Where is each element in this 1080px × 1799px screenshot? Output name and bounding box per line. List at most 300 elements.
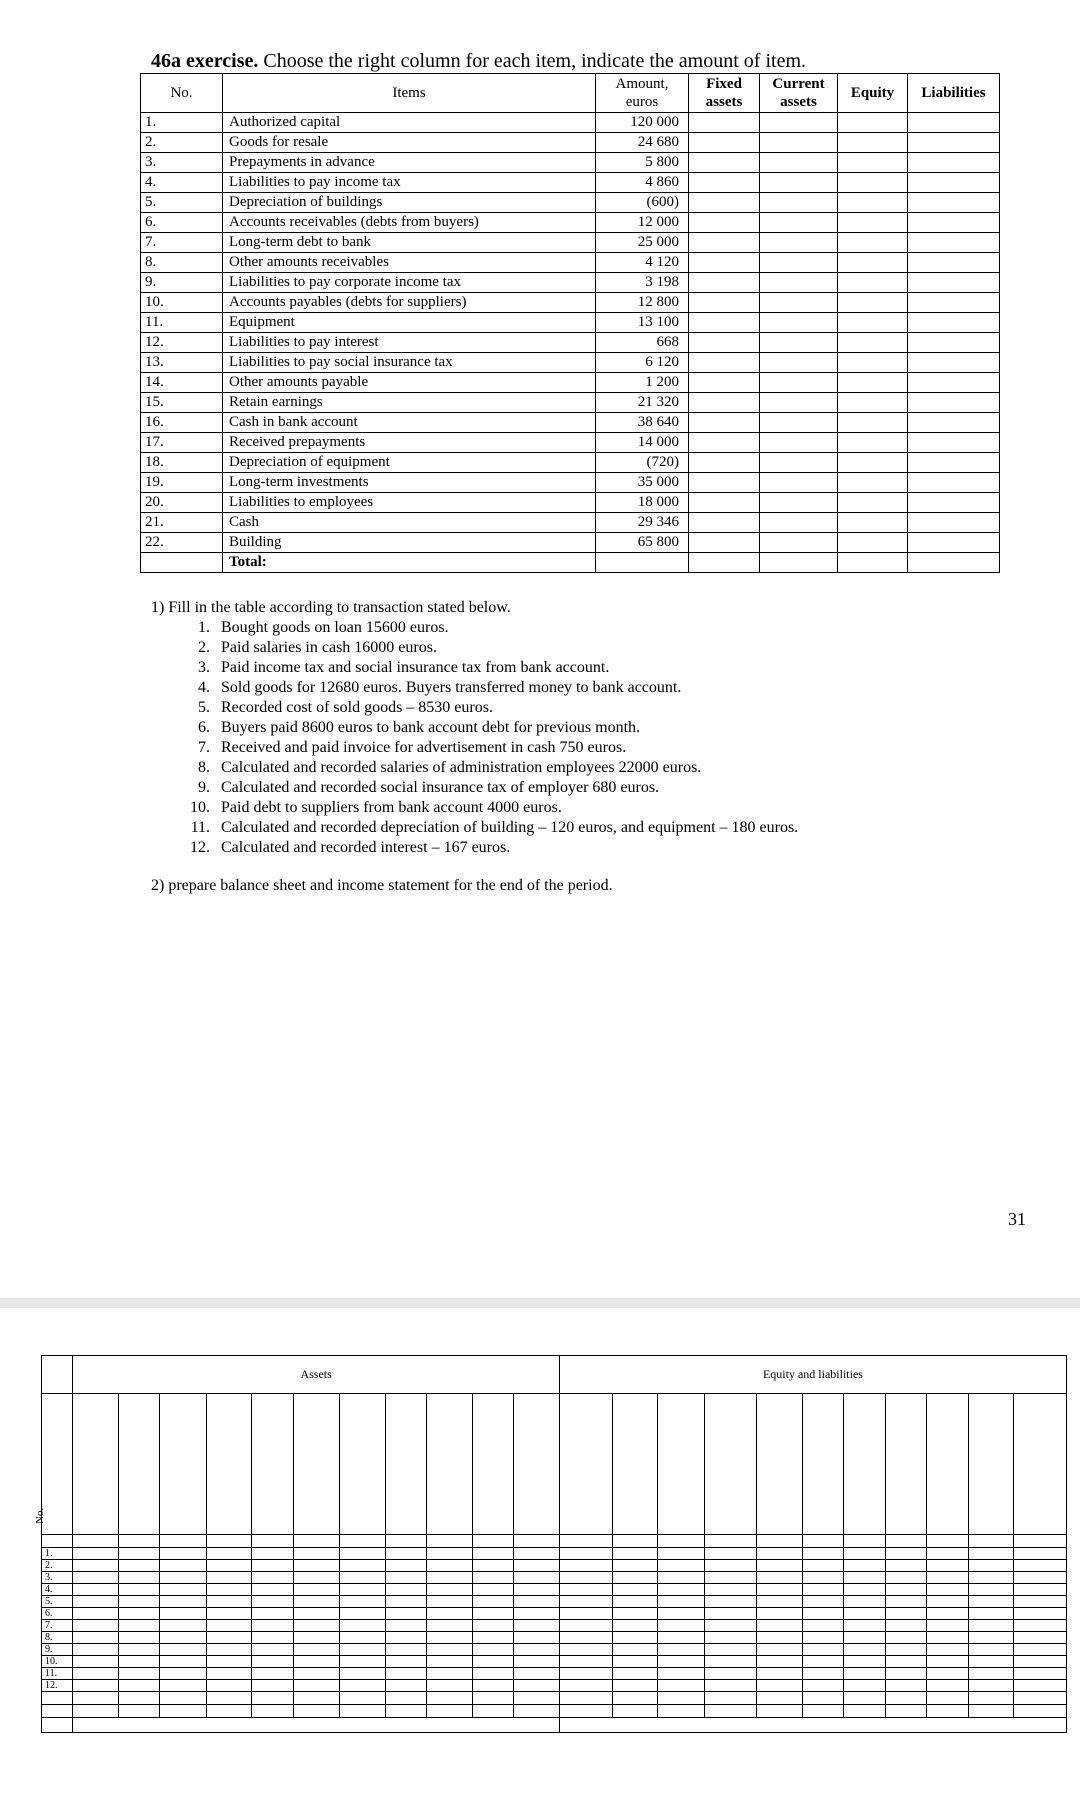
liabilities-cell[interactable] [908, 173, 1000, 193]
fixed-assets-cell[interactable] [689, 213, 760, 233]
current-assets-cell[interactable] [760, 333, 838, 353]
worksheet-cell[interactable] [118, 1668, 159, 1680]
worksheet-cell[interactable] [885, 1572, 926, 1584]
current-assets-cell[interactable] [760, 353, 838, 373]
worksheet-cell[interactable] [427, 1644, 473, 1656]
worksheet-cell[interactable] [658, 1692, 705, 1705]
worksheet-cell[interactable] [206, 1705, 252, 1718]
worksheet-cell[interactable] [514, 1535, 560, 1548]
worksheet-cell[interactable] [1014, 1572, 1067, 1584]
worksheet-cell[interactable] [704, 1644, 757, 1656]
liabilities-cell[interactable] [908, 393, 1000, 413]
liabilities-cell[interactable] [908, 153, 1000, 173]
worksheet-cell[interactable] [73, 1656, 119, 1668]
worksheet-cell[interactable] [612, 1656, 658, 1668]
worksheet-cell[interactable] [802, 1560, 843, 1572]
worksheet-cell[interactable] [1014, 1656, 1067, 1668]
worksheet-cell[interactable] [385, 1560, 426, 1572]
account-name-cell[interactable] [612, 1394, 658, 1535]
worksheet-cell[interactable] [514, 1705, 560, 1718]
worksheet-cell[interactable] [206, 1535, 252, 1548]
worksheet-cell[interactable] [757, 1680, 803, 1692]
worksheet-cell[interactable] [252, 1548, 293, 1560]
worksheet-cell[interactable] [658, 1560, 705, 1572]
worksheet-cell[interactable] [340, 1705, 386, 1718]
worksheet-cell[interactable] [118, 1584, 159, 1596]
worksheet-cell[interactable] [968, 1584, 1014, 1596]
fixed-assets-cell[interactable] [689, 233, 760, 253]
worksheet-cell[interactable] [73, 1692, 119, 1705]
worksheet-cell[interactable] [704, 1632, 757, 1644]
fixed-assets-cell[interactable] [689, 373, 760, 393]
account-name-cell[interactable] [385, 1394, 426, 1535]
worksheet-cell[interactable] [927, 1596, 968, 1608]
worksheet-cell[interactable] [160, 1680, 207, 1692]
worksheet-cell[interactable] [293, 1584, 340, 1596]
worksheet-cell[interactable] [968, 1680, 1014, 1692]
fixed-assets-cell[interactable] [689, 493, 760, 513]
worksheet-cell[interactable] [73, 1535, 119, 1548]
current-assets-cell[interactable] [760, 313, 838, 333]
worksheet-cell[interactable] [340, 1656, 386, 1668]
worksheet-cell[interactable] [385, 1644, 426, 1656]
worksheet-cell[interactable] [160, 1668, 207, 1680]
worksheet-cell[interactable] [844, 1535, 885, 1548]
worksheet-cell[interactable] [559, 1584, 612, 1596]
worksheet-cell[interactable] [1014, 1644, 1067, 1656]
worksheet-cell[interactable] [472, 1620, 513, 1632]
worksheet-cell[interactable] [844, 1620, 885, 1632]
worksheet-cell[interactable] [427, 1620, 473, 1632]
worksheet-cell[interactable] [1014, 1692, 1067, 1705]
worksheet-cell[interactable] [704, 1668, 757, 1680]
worksheet-cell[interactable] [927, 1572, 968, 1584]
liabilities-cell[interactable] [908, 473, 1000, 493]
worksheet-cell[interactable] [340, 1584, 386, 1596]
worksheet-cell[interactable] [885, 1584, 926, 1596]
worksheet-cell[interactable] [385, 1632, 426, 1644]
worksheet-cell[interactable] [704, 1584, 757, 1596]
worksheet-cell[interactable] [340, 1548, 386, 1560]
liabilities-cell[interactable] [908, 273, 1000, 293]
worksheet-cell[interactable] [385, 1680, 426, 1692]
worksheet-cell[interactable] [704, 1620, 757, 1632]
current-assets-cell[interactable] [760, 173, 838, 193]
worksheet-cell[interactable] [340, 1560, 386, 1572]
current-assets-cell[interactable] [760, 373, 838, 393]
worksheet-cell[interactable] [704, 1548, 757, 1560]
worksheet-cell[interactable] [704, 1705, 757, 1718]
worksheet-cell[interactable] [704, 1608, 757, 1620]
worksheet-cell[interactable] [206, 1596, 252, 1608]
worksheet-cell[interactable] [514, 1644, 560, 1656]
worksheet-cell[interactable] [252, 1656, 293, 1668]
worksheet-cell[interactable] [658, 1620, 705, 1632]
equity-cell[interactable] [838, 313, 908, 333]
liabilities-cell[interactable] [908, 433, 1000, 453]
account-name-cell[interactable] [844, 1394, 885, 1535]
fixed-assets-cell[interactable] [689, 193, 760, 213]
worksheet-cell[interactable] [340, 1535, 386, 1548]
worksheet-cell[interactable] [927, 1620, 968, 1632]
liabilities-cell[interactable] [908, 113, 1000, 133]
worksheet-cell[interactable] [160, 1584, 207, 1596]
worksheet-cell[interactable] [385, 1692, 426, 1705]
worksheet-cell[interactable] [559, 1656, 612, 1668]
fixed-assets-cell[interactable] [689, 453, 760, 473]
worksheet-cell[interactable] [559, 1692, 612, 1705]
fixed-assets-cell[interactable] [689, 513, 760, 533]
worksheet-cell[interactable] [704, 1572, 757, 1584]
equity-liabilities-total-cell[interactable] [559, 1718, 1066, 1733]
worksheet-cell[interactable] [968, 1632, 1014, 1644]
fixed-assets-cell[interactable] [689, 153, 760, 173]
worksheet-cell[interactable] [658, 1548, 705, 1560]
equity-cell[interactable] [838, 453, 908, 473]
worksheet-cell[interactable] [559, 1596, 612, 1608]
worksheet-cell[interactable] [927, 1560, 968, 1572]
worksheet-cell[interactable] [252, 1632, 293, 1644]
worksheet-cell[interactable] [293, 1656, 340, 1668]
worksheet-cell[interactable] [160, 1692, 207, 1705]
worksheet-cell[interactable] [73, 1572, 119, 1584]
worksheet-cell[interactable] [757, 1656, 803, 1668]
fixed-assets-cell[interactable] [689, 173, 760, 193]
worksheet-cell[interactable] [472, 1644, 513, 1656]
worksheet-cell[interactable] [968, 1560, 1014, 1572]
worksheet-cell[interactable] [927, 1548, 968, 1560]
worksheet-cell[interactable] [206, 1692, 252, 1705]
worksheet-cell[interactable] [472, 1680, 513, 1692]
worksheet-cell[interactable] [658, 1584, 705, 1596]
worksheet-cell[interactable] [293, 1692, 340, 1705]
worksheet-cell[interactable] [844, 1656, 885, 1668]
worksheet-cell[interactable] [160, 1656, 207, 1668]
fixed-assets-cell[interactable] [689, 293, 760, 313]
current-assets-cell[interactable] [760, 493, 838, 513]
worksheet-cell[interactable] [559, 1680, 612, 1692]
worksheet-cell[interactable] [427, 1572, 473, 1584]
worksheet-cell[interactable] [1014, 1548, 1067, 1560]
worksheet-cell[interactable] [206, 1668, 252, 1680]
worksheet-cell[interactable] [206, 1620, 252, 1632]
worksheet-cell[interactable] [73, 1705, 119, 1718]
worksheet-cell[interactable] [757, 1608, 803, 1620]
worksheet-cell[interactable] [885, 1644, 926, 1656]
worksheet-cell[interactable] [252, 1596, 293, 1608]
current-assets-cell[interactable] [760, 293, 838, 313]
worksheet-cell[interactable] [612, 1560, 658, 1572]
equity-cell[interactable] [838, 193, 908, 213]
total-cell[interactable] [838, 553, 908, 573]
worksheet-cell[interactable] [252, 1535, 293, 1548]
worksheet-cell[interactable] [658, 1656, 705, 1668]
equity-cell[interactable] [838, 153, 908, 173]
worksheet-cell[interactable] [612, 1668, 658, 1680]
worksheet-cell[interactable] [206, 1608, 252, 1620]
worksheet-cell[interactable] [160, 1705, 207, 1718]
worksheet-cell[interactable] [968, 1535, 1014, 1548]
worksheet-cell[interactable] [1014, 1668, 1067, 1680]
worksheet-cell[interactable] [844, 1584, 885, 1596]
worksheet-cell[interactable] [472, 1608, 513, 1620]
worksheet-cell[interactable] [844, 1705, 885, 1718]
worksheet-cell[interactable] [293, 1535, 340, 1548]
liabilities-cell[interactable] [908, 373, 1000, 393]
worksheet-cell[interactable] [340, 1644, 386, 1656]
worksheet-cell[interactable] [385, 1668, 426, 1680]
worksheet-cell[interactable] [427, 1608, 473, 1620]
liabilities-cell[interactable] [908, 293, 1000, 313]
worksheet-cell[interactable] [802, 1620, 843, 1632]
worksheet-cell[interactable] [968, 1572, 1014, 1584]
worksheet-cell[interactable] [802, 1656, 843, 1668]
worksheet-cell[interactable] [559, 1620, 612, 1632]
worksheet-cell[interactable] [559, 1548, 612, 1560]
fixed-assets-cell[interactable] [689, 333, 760, 353]
worksheet-cell[interactable] [293, 1620, 340, 1632]
worksheet-cell[interactable] [802, 1668, 843, 1680]
worksheet-cell[interactable] [340, 1680, 386, 1692]
worksheet-cell[interactable] [885, 1596, 926, 1608]
equity-cell[interactable] [838, 133, 908, 153]
worksheet-cell[interactable] [160, 1644, 207, 1656]
liabilities-cell[interactable] [908, 513, 1000, 533]
worksheet-cell[interactable] [206, 1584, 252, 1596]
worksheet-cell[interactable] [160, 1620, 207, 1632]
fixed-assets-cell[interactable] [689, 393, 760, 413]
worksheet-cell[interactable] [927, 1535, 968, 1548]
worksheet-cell[interactable] [968, 1705, 1014, 1718]
equity-cell[interactable] [838, 473, 908, 493]
worksheet-cell[interactable] [802, 1608, 843, 1620]
worksheet-cell[interactable] [968, 1620, 1014, 1632]
worksheet-cell[interactable] [559, 1560, 612, 1572]
worksheet-cell[interactable] [118, 1572, 159, 1584]
worksheet-cell[interactable] [118, 1596, 159, 1608]
worksheet-cell[interactable] [968, 1692, 1014, 1705]
worksheet-cell[interactable] [206, 1656, 252, 1668]
current-assets-cell[interactable] [760, 393, 838, 413]
worksheet-cell[interactable] [844, 1548, 885, 1560]
worksheet-cell[interactable] [118, 1632, 159, 1644]
worksheet-cell[interactable] [704, 1692, 757, 1705]
worksheet-cell[interactable] [252, 1668, 293, 1680]
equity-cell[interactable] [838, 213, 908, 233]
worksheet-cell[interactable] [118, 1656, 159, 1668]
worksheet-cell[interactable] [206, 1680, 252, 1692]
worksheet-cell[interactable] [658, 1572, 705, 1584]
worksheet-cell[interactable] [73, 1548, 119, 1560]
account-name-cell[interactable] [340, 1394, 386, 1535]
worksheet-cell[interactable] [160, 1608, 207, 1620]
worksheet-cell[interactable] [658, 1632, 705, 1644]
total-cell[interactable] [689, 553, 760, 573]
worksheet-cell[interactable] [885, 1535, 926, 1548]
account-name-cell[interactable] [802, 1394, 843, 1535]
worksheet-cell[interactable] [1014, 1608, 1067, 1620]
worksheet-cell[interactable] [612, 1680, 658, 1692]
worksheet-cell[interactable] [658, 1668, 705, 1680]
liabilities-cell[interactable] [908, 313, 1000, 333]
worksheet-cell[interactable] [844, 1572, 885, 1584]
total-cell[interactable] [760, 553, 838, 573]
worksheet-cell[interactable] [472, 1584, 513, 1596]
worksheet-cell[interactable] [927, 1692, 968, 1705]
worksheet-cell[interactable] [802, 1692, 843, 1705]
worksheet-cell[interactable] [844, 1560, 885, 1572]
worksheet-cell[interactable] [73, 1668, 119, 1680]
equity-cell[interactable] [838, 293, 908, 313]
current-assets-cell[interactable] [760, 113, 838, 133]
worksheet-cell[interactable] [293, 1632, 340, 1644]
worksheet-cell[interactable] [472, 1572, 513, 1584]
worksheet-cell[interactable] [472, 1668, 513, 1680]
worksheet-cell[interactable] [385, 1548, 426, 1560]
worksheet-cell[interactable] [757, 1535, 803, 1548]
worksheet-cell[interactable] [385, 1656, 426, 1668]
worksheet-cell[interactable] [160, 1572, 207, 1584]
worksheet-cell[interactable] [927, 1668, 968, 1680]
liabilities-cell[interactable] [908, 493, 1000, 513]
worksheet-cell[interactable] [118, 1644, 159, 1656]
fixed-assets-cell[interactable] [689, 353, 760, 373]
worksheet-cell[interactable] [885, 1680, 926, 1692]
worksheet-cell[interactable] [757, 1548, 803, 1560]
fixed-assets-cell[interactable] [689, 533, 760, 553]
worksheet-cell[interactable] [427, 1680, 473, 1692]
worksheet-cell[interactable] [885, 1632, 926, 1644]
worksheet-cell[interactable] [757, 1644, 803, 1656]
account-name-cell[interactable] [293, 1394, 340, 1535]
worksheet-cell[interactable] [885, 1620, 926, 1632]
worksheet-cell[interactable] [160, 1535, 207, 1548]
equity-cell[interactable] [838, 393, 908, 413]
worksheet-cell[interactable] [472, 1705, 513, 1718]
equity-cell[interactable] [838, 373, 908, 393]
worksheet-cell[interactable] [658, 1535, 705, 1548]
worksheet-cell[interactable] [612, 1548, 658, 1560]
worksheet-cell[interactable] [73, 1680, 119, 1692]
worksheet-cell[interactable] [844, 1680, 885, 1692]
worksheet-cell[interactable] [612, 1584, 658, 1596]
worksheet-cell[interactable] [844, 1632, 885, 1644]
worksheet-cell[interactable] [427, 1560, 473, 1572]
worksheet-cell[interactable] [160, 1596, 207, 1608]
worksheet-cell[interactable] [514, 1656, 560, 1668]
fixed-assets-cell[interactable] [689, 313, 760, 333]
current-assets-cell[interactable] [760, 153, 838, 173]
worksheet-cell[interactable] [757, 1620, 803, 1632]
worksheet-cell[interactable] [1014, 1596, 1067, 1608]
worksheet-cell[interactable] [73, 1644, 119, 1656]
worksheet-cell[interactable] [968, 1608, 1014, 1620]
worksheet-cell[interactable] [658, 1680, 705, 1692]
fixed-assets-cell[interactable] [689, 473, 760, 493]
worksheet-cell[interactable] [757, 1560, 803, 1572]
worksheet-cell[interactable] [802, 1535, 843, 1548]
account-name-cell[interactable] [927, 1394, 968, 1535]
worksheet-cell[interactable] [472, 1656, 513, 1668]
fixed-assets-cell[interactable] [689, 253, 760, 273]
liabilities-cell[interactable] [908, 213, 1000, 233]
worksheet-cell[interactable] [206, 1548, 252, 1560]
worksheet-cell[interactable] [427, 1632, 473, 1644]
account-name-cell[interactable] [559, 1394, 612, 1535]
worksheet-cell[interactable] [385, 1620, 426, 1632]
worksheet-cell[interactable] [385, 1584, 426, 1596]
worksheet-cell[interactable] [559, 1572, 612, 1584]
worksheet-cell[interactable] [968, 1548, 1014, 1560]
liabilities-cell[interactable] [908, 233, 1000, 253]
worksheet-cell[interactable] [73, 1608, 119, 1620]
worksheet-cell[interactable] [559, 1535, 612, 1548]
worksheet-cell[interactable] [612, 1620, 658, 1632]
worksheet-cell[interactable] [885, 1656, 926, 1668]
account-name-cell[interactable] [206, 1394, 252, 1535]
worksheet-cell[interactable] [427, 1535, 473, 1548]
worksheet-cell[interactable] [385, 1535, 426, 1548]
account-name-cell[interactable] [252, 1394, 293, 1535]
worksheet-cell[interactable] [427, 1548, 473, 1560]
worksheet-cell[interactable] [885, 1608, 926, 1620]
worksheet-cell[interactable] [612, 1632, 658, 1644]
worksheet-cell[interactable] [427, 1596, 473, 1608]
worksheet-cell[interactable] [1014, 1632, 1067, 1644]
worksheet-cell[interactable] [757, 1668, 803, 1680]
worksheet-cell[interactable] [293, 1548, 340, 1560]
worksheet-cell[interactable] [757, 1572, 803, 1584]
worksheet-cell[interactable] [802, 1680, 843, 1692]
worksheet-cell[interactable] [757, 1584, 803, 1596]
account-name-cell[interactable] [885, 1394, 926, 1535]
worksheet-cell[interactable] [802, 1548, 843, 1560]
worksheet-cell[interactable] [927, 1644, 968, 1656]
account-name-cell[interactable] [658, 1394, 705, 1535]
current-assets-cell[interactable] [760, 193, 838, 213]
worksheet-cell[interactable] [1014, 1560, 1067, 1572]
worksheet-cell[interactable] [658, 1596, 705, 1608]
worksheet-cell[interactable] [340, 1632, 386, 1644]
worksheet-cell[interactable] [293, 1608, 340, 1620]
worksheet-cell[interactable] [844, 1668, 885, 1680]
worksheet-cell[interactable] [514, 1572, 560, 1584]
worksheet-cell[interactable] [427, 1668, 473, 1680]
worksheet-cell[interactable] [252, 1692, 293, 1705]
liabilities-cell[interactable] [908, 133, 1000, 153]
worksheet-cell[interactable] [472, 1596, 513, 1608]
worksheet-cell[interactable] [252, 1608, 293, 1620]
worksheet-cell[interactable] [802, 1596, 843, 1608]
worksheet-cell[interactable] [1014, 1620, 1067, 1632]
worksheet-cell[interactable] [885, 1668, 926, 1680]
fixed-assets-cell[interactable] [689, 113, 760, 133]
worksheet-cell[interactable] [118, 1705, 159, 1718]
worksheet-cell[interactable] [340, 1572, 386, 1584]
worksheet-cell[interactable] [514, 1584, 560, 1596]
worksheet-cell[interactable] [252, 1560, 293, 1572]
worksheet-cell[interactable] [340, 1692, 386, 1705]
worksheet-cell[interactable] [514, 1692, 560, 1705]
worksheet-cell[interactable] [385, 1608, 426, 1620]
liabilities-cell[interactable] [908, 533, 1000, 553]
worksheet-cell[interactable] [885, 1692, 926, 1705]
worksheet-cell[interactable] [340, 1668, 386, 1680]
worksheet-cell[interactable] [927, 1632, 968, 1644]
worksheet-cell[interactable] [118, 1692, 159, 1705]
worksheet-cell[interactable] [427, 1656, 473, 1668]
worksheet-cell[interactable] [612, 1608, 658, 1620]
